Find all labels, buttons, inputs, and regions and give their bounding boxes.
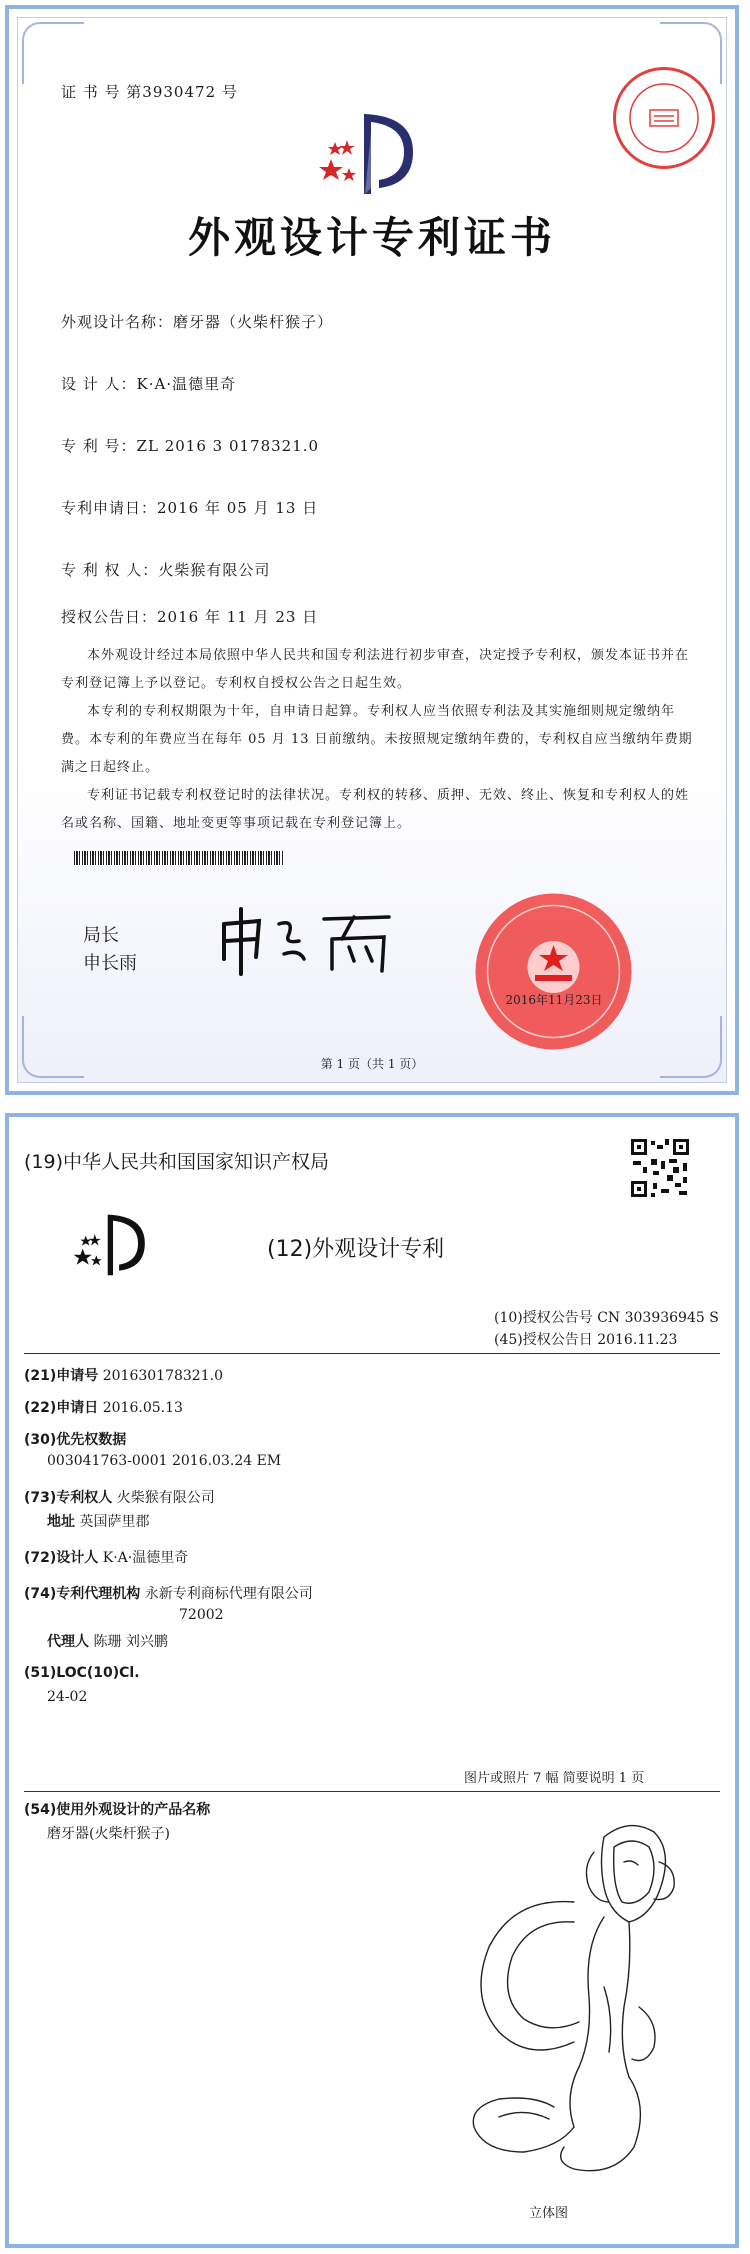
row-product-name: [24, 1799, 210, 1819]
product-drawing: [454, 1807, 694, 2207]
official-seal-icon: [471, 889, 636, 1054]
patent-publication: [5, 1113, 739, 2248]
row-label: (30)优先权数据: [24, 1432, 127, 1448]
certificate-title: 外观设计专利证书: [187, 213, 556, 262]
row-label: (72)设计人: [24, 1550, 99, 1566]
field-designer: [61, 373, 236, 394]
office-name: (19)中华人民共和国国家知识产权局: [24, 1151, 330, 1173]
ornament-corner: [22, 22, 84, 84]
field-label: 专利申请日：: [61, 499, 158, 517]
field-value: ZL 2016 3 0178321.0: [136, 437, 320, 455]
loc-value: 24-02: [47, 1689, 88, 1705]
field-label: 授权公告日：: [61, 608, 158, 626]
row-address: [47, 1511, 149, 1531]
figures-note: 图片或照片 7 幅 简要说明 1 页: [464, 1771, 645, 1786]
row-label: (74)专利代理机构: [24, 1586, 141, 1602]
certificate-body: [61, 642, 697, 838]
row-agency: [24, 1583, 313, 1603]
row-label: (21)申请号: [24, 1368, 99, 1384]
field-patent-number: [61, 435, 319, 456]
row-patentee: [24, 1487, 215, 1507]
seal-date: 2016年11月23日: [505, 993, 603, 1007]
body-paragraph: 本外观设计经过本局依照中华人民共和国专利法进行初步审查，决定授予专利权，颁发本证书并在专利登记簿上予以登记。专利权自授权公告之日起生效。: [61, 648, 690, 691]
field-grant-date: [61, 606, 318, 627]
product-value: 磨牙器(火柴杆猴子): [47, 1826, 170, 1842]
patent-certificate: [5, 5, 739, 1095]
document-type: (12)外观设计专利: [267, 1237, 445, 1262]
certificate-number: 证 书 号 第3930472 号: [61, 83, 238, 101]
field-value: 2016 年 05 月 13 日: [157, 499, 319, 517]
row-agents: [47, 1631, 168, 1651]
field-patentee: [61, 559, 270, 580]
row-value: 火柴猴有限公司: [116, 1490, 215, 1506]
body-paragraph: 本专利的专利权期限为十年，自申请日起算。专利权人应当依照专利法及其实施细则规定缴纳年费。本专利的年费应当在每年 05 月 13 日前缴纳。未按照规定缴纳年费的，专利权自应当缴纳年费期满之日起终止。: [61, 704, 693, 775]
priority-value: 003041763-0001 2016.03.24 EM: [47, 1453, 282, 1469]
field-design-name: [61, 311, 333, 332]
publication-number: (10)授权公告号 CN 303936945 S: [494, 1310, 719, 1326]
row-value: 陈珊 刘兴鹏: [93, 1634, 168, 1650]
director-title: 局长: [83, 925, 119, 946]
field-label: 外观设计名称：: [61, 313, 174, 331]
field-value: K·A·温德里奇: [136, 375, 237, 393]
field-value: 2016 年 11 月 23 日: [157, 608, 319, 626]
row-loc-class: [24, 1665, 140, 1681]
row-value: 201630178321.0: [102, 1368, 223, 1384]
divider: [24, 1791, 720, 1792]
field-value: 磨牙器（火柴杆猴子）: [173, 313, 334, 331]
row-label: (73)专利权人: [24, 1490, 113, 1506]
row-value: 2016.05.13: [102, 1400, 183, 1416]
publication-date: (45)授权公告日 2016.11.23: [494, 1332, 678, 1348]
row-value: K·A·温德里奇: [102, 1550, 189, 1566]
page-indicator: 第 1 页（共 1 页）: [320, 1057, 424, 1071]
field-value: 火柴猴有限公司: [158, 561, 271, 579]
patent-office-logo-icon: [64, 1207, 159, 1279]
body-paragraph: 专利证书记载专利权登记时的法律状况。专利权的转移、质押、无效、终止、恢复和专利权人的姓名或名称、国籍、地址变更等事项记载在专利登记簿上。: [61, 788, 690, 831]
row-value: 英国萨里郡: [79, 1514, 150, 1530]
row-label: (51)LOC(10)Cl.: [24, 1665, 140, 1681]
barcode: [74, 851, 284, 865]
figure-caption: 立体图: [529, 2206, 569, 2221]
row-label: 地址: [47, 1514, 75, 1530]
field-application-date: [61, 497, 318, 518]
agency-stamp-icon: [613, 67, 715, 169]
divider: [24, 1353, 720, 1354]
field-label: 专 利 号：: [61, 437, 137, 455]
handwritten-signature: [214, 899, 404, 979]
row-designer: [24, 1547, 188, 1567]
director-name: 申长雨: [83, 953, 137, 974]
row-value: 永新专利商标代理有限公司: [144, 1586, 313, 1602]
qr-code-icon: [629, 1137, 691, 1199]
patent-office-logo-icon: [309, 104, 429, 199]
row-application-number: [24, 1365, 223, 1385]
field-label: 设 计 人：: [61, 375, 137, 393]
row-priority: [24, 1429, 126, 1449]
row-application-date: [24, 1397, 183, 1417]
row-label: 代理人: [47, 1634, 89, 1650]
row-label: (22)申请日: [24, 1400, 99, 1416]
field-label: 专 利 权 人：: [61, 561, 159, 579]
agency-code: 72002: [179, 1607, 224, 1623]
row-label: (54)使用外观设计的产品名称: [24, 1802, 211, 1818]
